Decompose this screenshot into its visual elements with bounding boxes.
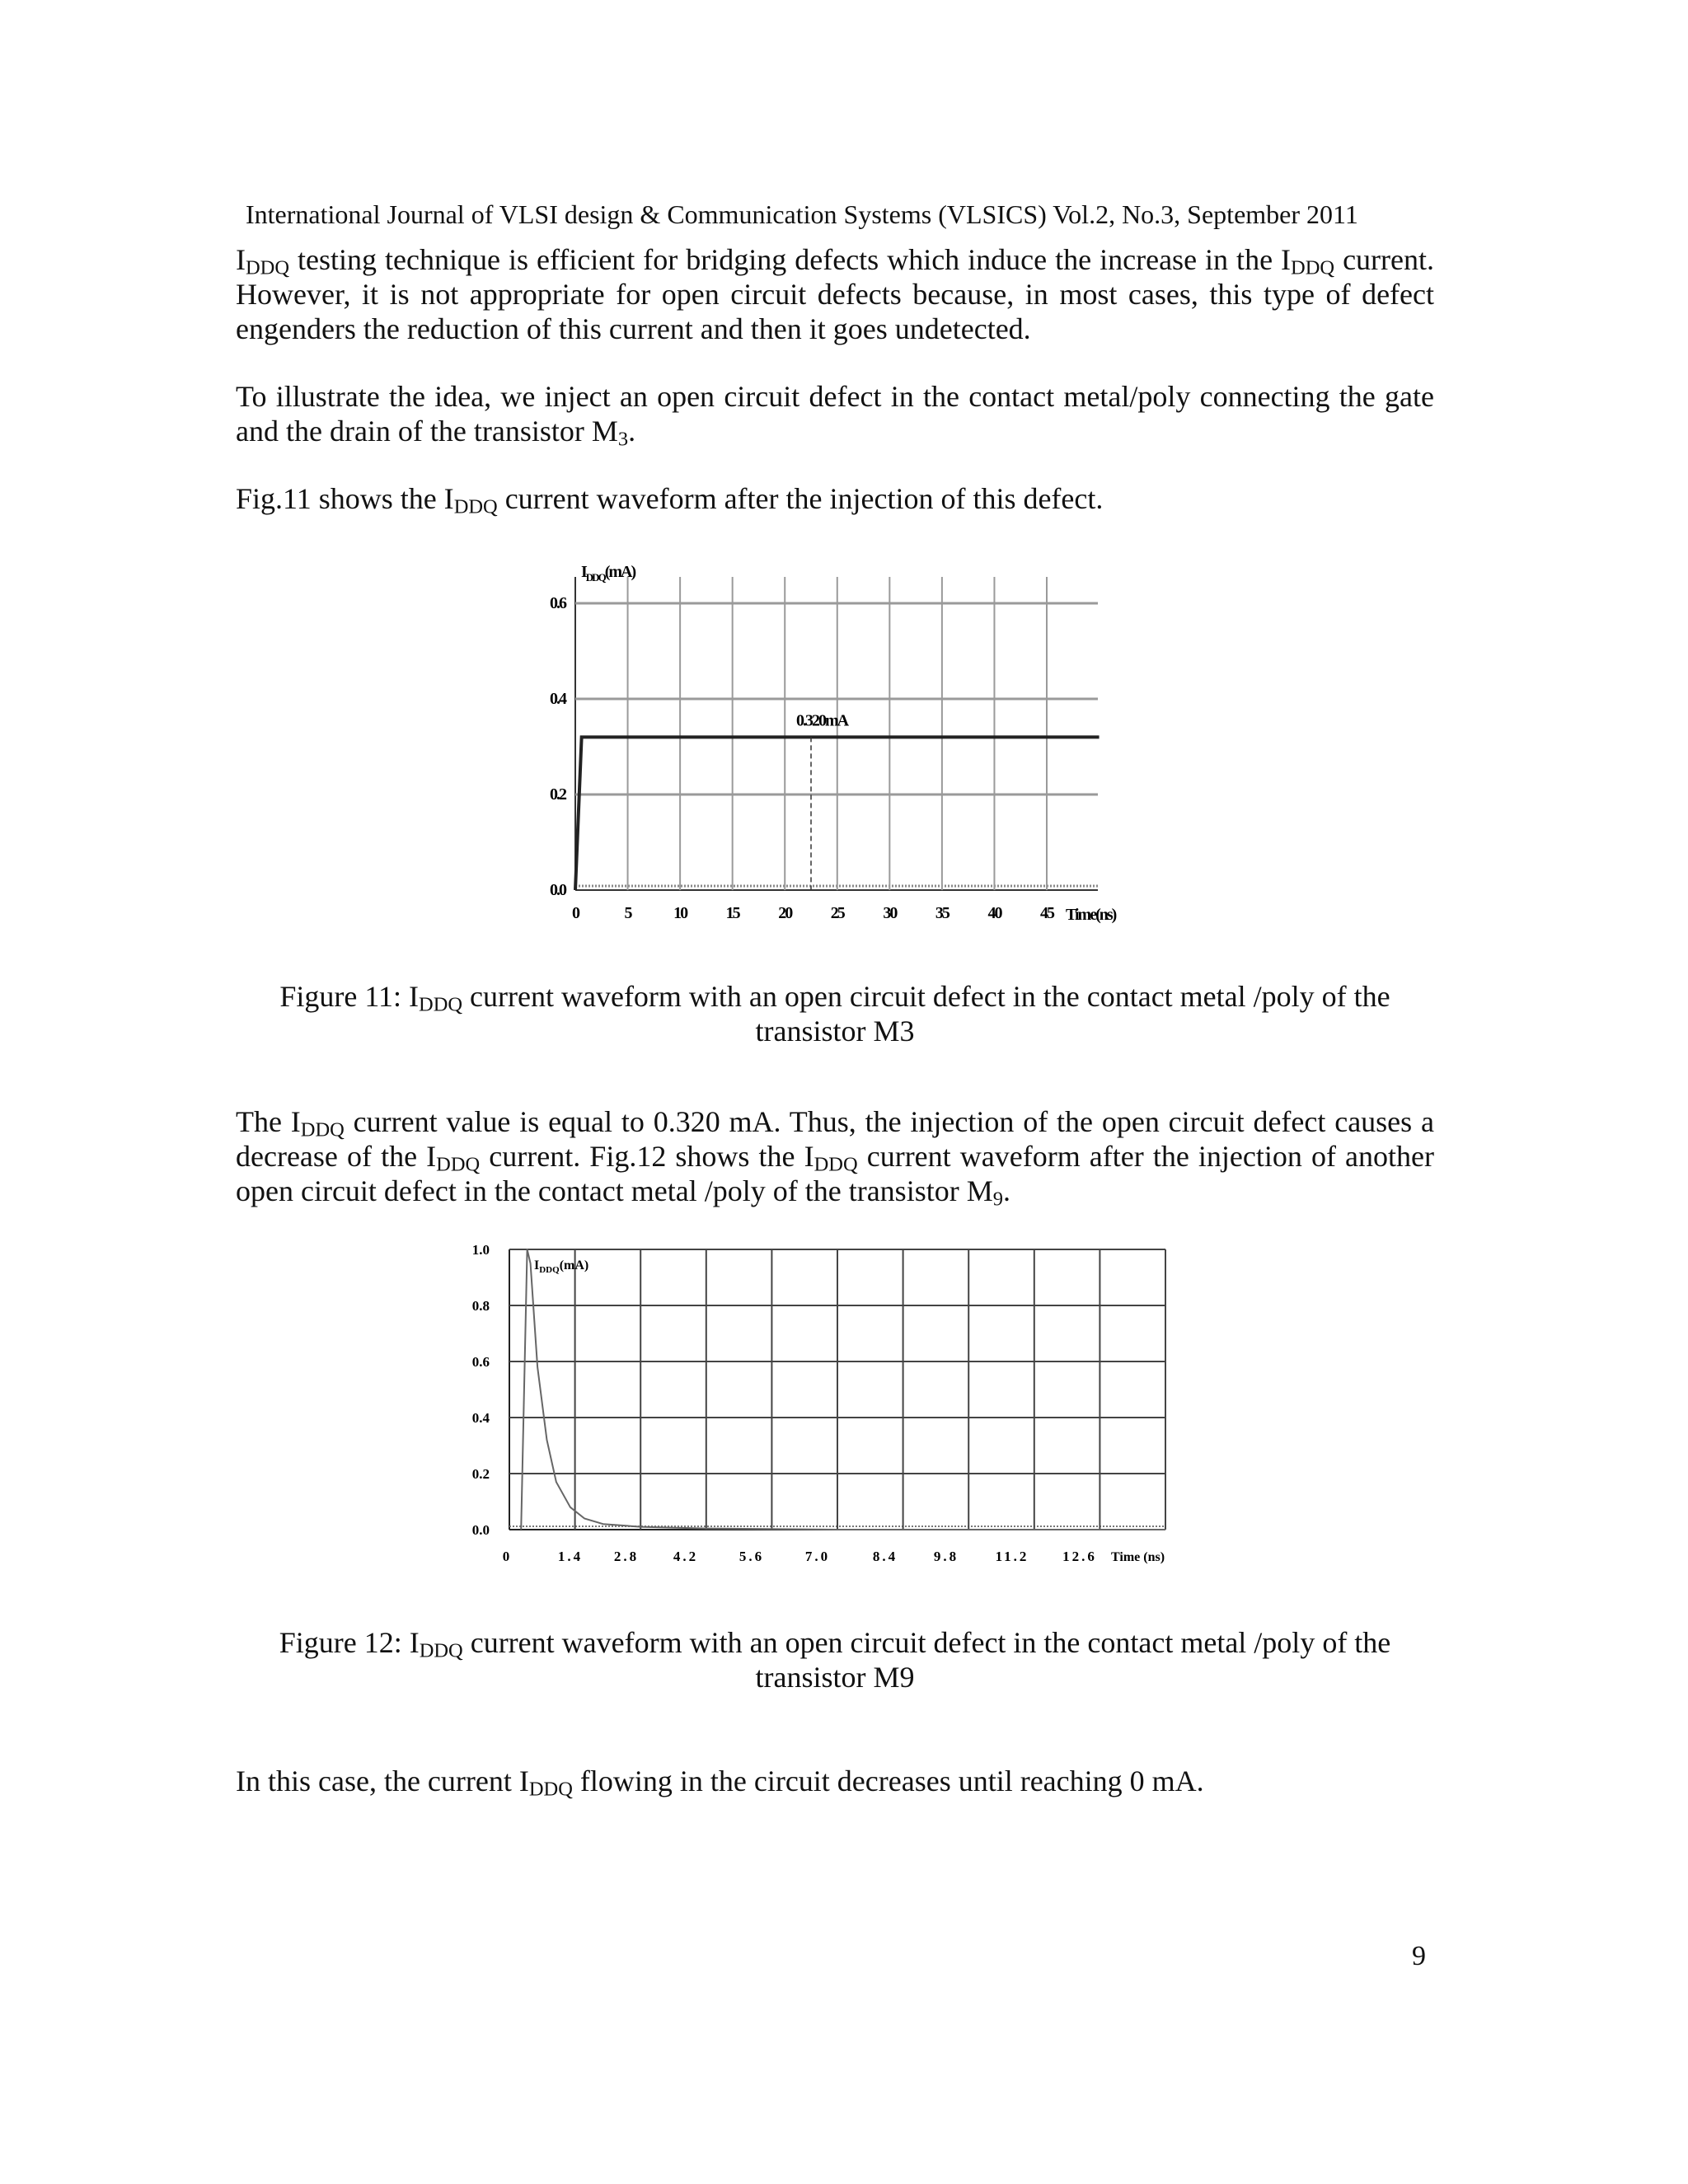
x-axis-title: Time(ns) (1066, 906, 1116, 924)
x-tick-label: 8.4 (872, 1549, 898, 1564)
x-tick-label: 11.2 (995, 1549, 1029, 1564)
x-tick-label: 20 (778, 904, 792, 922)
y-axis-title: $I_{DDQ}(mA)$ (581, 563, 635, 583)
journal-header: International Journal of VLSI design & Communication Systems (VLSICS) Vol.2, No.3, September 2011 (246, 199, 1358, 229)
x-tick-label: 4.2 (673, 1549, 699, 1564)
x-tick-label: 0 (502, 1549, 510, 1564)
y-tick-label: 0.2 (550, 785, 565, 804)
figure-12-caption: Figure 12: $I_{DDQ}$ current waveform with an open circuit defect in the contact metal /poly of the transistor M9 (279, 1626, 1391, 1694)
x-tick-label: 40 (987, 904, 1001, 922)
paragraph-3: Fig.11 shows the $I_{DDQ}$ current waveform after the injection of this defect. (236, 482, 1104, 518)
y-tick-label: 0.6 (471, 1354, 490, 1370)
y-tick-label: 0.2 (471, 1466, 490, 1482)
x-tick-label: 0 (572, 904, 579, 922)
x-tick-label: 7.0 (804, 1549, 831, 1564)
paragraph-4: The $I_{DDQ}$ current value is equal to 0.320 mA. Thus, the injection of the open circuit defect causes a decrease of the $I_{DDQ}$ current. Fig.12 shows the $I_{DDQ}$ current waveform after the injection of another open circuit defect in the contact metal /poly of the transistor $M_9$. (236, 1105, 1434, 1211)
series-line-iddq (521, 1249, 1165, 1530)
y-tick-label: 0.4 (471, 1410, 490, 1426)
paragraph-2: To illustrate the idea, we inject an open circuit defect in the contact metal/poly connecting the gate and the drain of the transistor $M_3$. (236, 380, 1434, 451)
x-tick-label: 35 (935, 904, 949, 922)
page-number: 9 (1412, 1941, 1426, 1971)
paragraph-1: $I_{DDQ}$ testing technique is efficient for bridging defects which induce the increase in the $I_{DDQ}$ current. However, it is not appropriate for open circuit defects because, in most cases, this type of defect engenders the reduction of this current and then it goes undetected. (236, 243, 1435, 345)
x-tick-label: 12.6 (1062, 1549, 1097, 1564)
y-tick-label: 0.6 (550, 594, 565, 612)
annotation-label: 0.320mA (796, 711, 848, 730)
x-tick-label: 9.8 (933, 1549, 959, 1564)
y-tick-label: 0.4 (550, 690, 565, 708)
x-tick-label: 45 (1040, 904, 1053, 922)
x-tick-label: 2.8 (613, 1549, 640, 1564)
x-tick-label: 30 (883, 904, 897, 922)
y-axis-title: $I_{DDQ}(mA)$ (534, 1258, 589, 1275)
x-tick-label: 15 (725, 904, 739, 922)
y-tick-label: 0.0 (550, 881, 565, 899)
x-axis-title: Time (ns) (1111, 1550, 1165, 1564)
y-tick-label: 0.0 (471, 1522, 490, 1538)
y-tick-label: 1.0 (471, 1242, 490, 1258)
x-tick-label: 25 (830, 904, 844, 922)
y-tick-label: 0.8 (471, 1298, 490, 1314)
x-tick-label: 1.4 (557, 1549, 584, 1564)
x-tick-label: 10 (673, 904, 687, 922)
x-tick-label: 5 (624, 904, 631, 922)
x-tick-label: 5.6 (738, 1549, 765, 1564)
figure-11-caption: Figure 11: $I_{DDQ}$ current waveform with an open circuit defect in the contact metal /poly of the transistor M3 (279, 980, 1390, 1047)
paragraph-5: In this case, the current $I_{DDQ}$ flowing in the circuit decreases until reaching 0 mA. (236, 1765, 1204, 1801)
